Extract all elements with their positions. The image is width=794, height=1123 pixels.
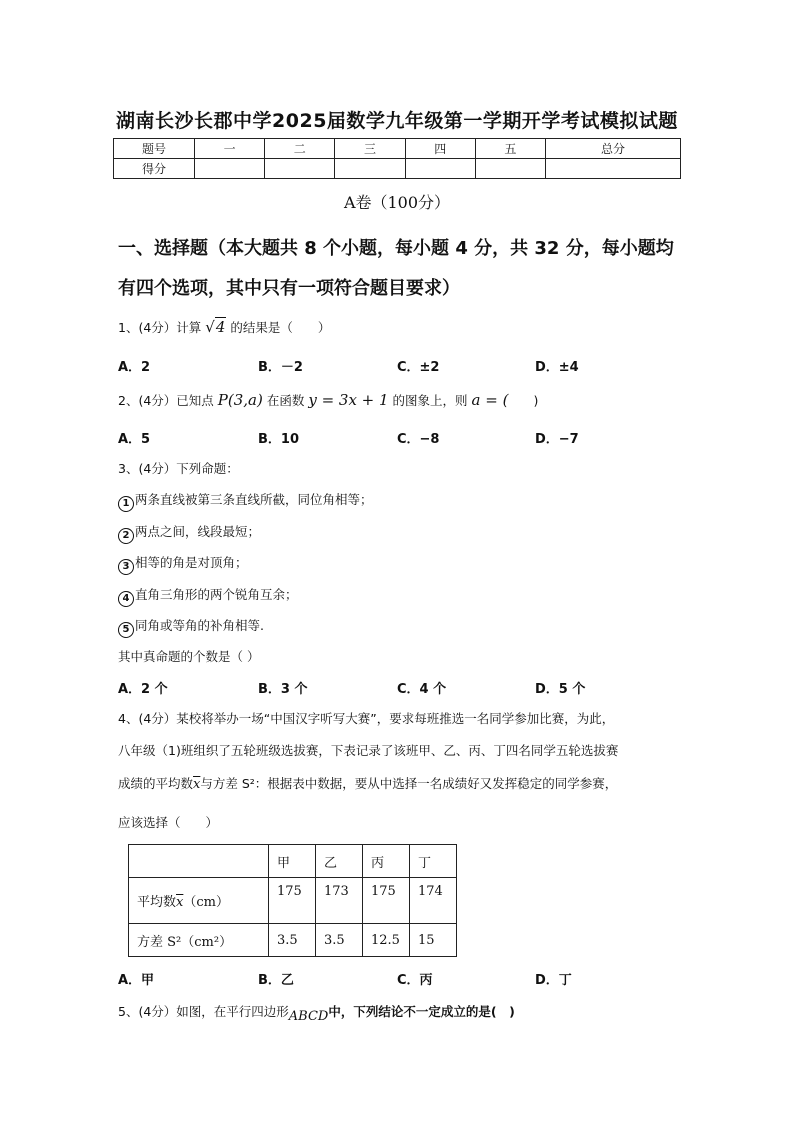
stats-cell [129, 845, 269, 878]
stats-cell: 175 [363, 878, 410, 924]
score-table-header-row [114, 139, 681, 159]
section-heading: A卷（100分） [343, 193, 451, 212]
q1-option-a: A．2 [118, 360, 151, 375]
circled-number: 1 [118, 496, 134, 512]
question-2-mid: 在函数 [266, 393, 305, 408]
score-cell: 题号 [114, 139, 195, 159]
q2-option-b: B．10 [258, 432, 299, 447]
score-cell: 三 [335, 139, 405, 159]
stats-row-label: 方差 S²（cm²） [129, 924, 269, 957]
question-4-line3 [118, 774, 617, 792]
proposition-item [118, 585, 298, 607]
stats-cell: 丙 [363, 845, 410, 878]
q2-option-c: C．−8 [397, 432, 440, 447]
q3-option-a: A．2 个 [118, 682, 168, 697]
exam-title: 湖南长沙长郡中学2025届数学九年级第一学期开学考试模拟试题 [116, 110, 678, 132]
circled-number: 5 [118, 622, 134, 638]
score-cell: 总分 [546, 139, 681, 159]
part-heading-line1: 一、选择题（本大题共 8 个小题，每小题 4 分，共 32 分，每小题均 [118, 238, 674, 259]
stats-cell: 173 [316, 878, 363, 924]
score-blank-cell [195, 159, 265, 179]
circled-number: 4 [118, 591, 134, 607]
q4-option-b: B．乙 [258, 973, 294, 988]
function-expression: y = 3x + 1 [308, 391, 389, 409]
mean-label: 平均数 [137, 895, 177, 910]
score-blank-cell [265, 159, 335, 179]
shape-name: ABCD [288, 1009, 329, 1024]
stats-cell: 175 [269, 878, 316, 924]
stats-cell: 3.5 [316, 924, 363, 957]
score-stats-table [128, 844, 457, 957]
question-2-end: ) [508, 393, 539, 408]
question-3-question: 其中真命题的个数是（ ） [118, 649, 260, 664]
circled-number: 3 [118, 559, 134, 575]
score-blank-cell [546, 159, 681, 179]
stats-cell: 3.5 [269, 924, 316, 957]
question-1 [118, 318, 330, 336]
question-4-line3-b: 与方差 S²：根据表中数据，要从中选择一名成绩好又发挥稳定的同学参赛， [200, 776, 618, 791]
question-2-mid2: 的图象上，则 [392, 393, 468, 408]
mean-unit: （cm） [183, 895, 229, 910]
q1-option-c: C．±2 [397, 360, 440, 375]
proposition-item [118, 490, 373, 512]
proposition-item [118, 553, 248, 575]
score-blank-cell [405, 159, 475, 179]
stats-header-row [129, 845, 457, 878]
stats-cell: 15 [410, 924, 457, 957]
score-cell: 五 [475, 139, 545, 159]
score-cell: 一 [195, 139, 265, 159]
proposition-text: 同角或等角的补角相等. [135, 618, 264, 633]
q4-option-c: C．丙 [397, 973, 433, 988]
point-expression: P(3,a) [217, 391, 263, 409]
stats-cell: 甲 [269, 845, 316, 878]
q3-option-c: C．4 个 [397, 682, 447, 697]
mean-symbol: $\overline{x}$ [193, 777, 201, 792]
score-blank-cell [475, 159, 545, 179]
proposition-item [118, 616, 264, 638]
stats-mean-row [129, 878, 457, 924]
stats-cell: 12.5 [363, 924, 410, 957]
question-4-line4: 应该选择（ ） [118, 815, 219, 830]
proposition-text: 相等的角是对顶角； [135, 555, 248, 570]
stats-cell: 174 [410, 878, 457, 924]
q4-option-a: A．甲 [118, 973, 155, 988]
stats-variance-row [129, 924, 457, 957]
question-4-line1: 4、(4分）某校将举办一场“中国汉字听写大赛”，要求每班推选一名同学参加比赛，为此， [118, 711, 615, 726]
question-5-suffix: 中，下列结论不一定成立的是( ) [328, 1004, 515, 1019]
proposition-text: 两点之间，线段最短； [135, 524, 261, 539]
proposition-text: 两条直线被第三条直线所截，同位角相等； [135, 492, 373, 507]
q3-option-b: B．3 个 [258, 682, 308, 697]
stats-cell: 丁 [410, 845, 457, 878]
part-heading-line2: 有四个选项，其中只有一项符合题目要求） [118, 278, 460, 299]
stats-cell: 乙 [316, 845, 363, 878]
question-5-prefix: 5、(4分）如图，在平行四边形 [118, 1004, 289, 1019]
question-2 [118, 391, 538, 409]
question-2-prefix: 2、(4分）已知点 [118, 393, 214, 408]
variable-expression: a = ( [471, 391, 509, 409]
question-3-stem: 3、(4分）下列命题： [118, 461, 239, 476]
sqrt-expression: √4 [205, 318, 226, 336]
score-blank-cell [335, 159, 405, 179]
sqrt-radicand: 4 [215, 318, 226, 336]
score-table [113, 138, 681, 179]
score-cell: 得分 [114, 159, 195, 179]
proposition-text: 直角三角形的两个锐角互余； [135, 587, 298, 602]
score-cell: 四 [405, 139, 475, 159]
stats-row-label [129, 878, 269, 924]
mean-symbol: $\overline{x}$ [176, 895, 184, 910]
question-1-prefix: 1、(4分）计算 [118, 320, 202, 335]
q1-option-b: B．－2 [258, 360, 303, 375]
question-4-line3-a: 成绩的平均数 [118, 776, 194, 791]
q4-option-d: D．丁 [535, 973, 572, 988]
q1-option-d: D．±4 [535, 360, 579, 375]
question-5 [118, 1002, 515, 1024]
q2-option-a: A．5 [118, 432, 151, 447]
score-cell: 二 [265, 139, 335, 159]
question-1-suffix: 的结果是（ ） [230, 320, 331, 335]
circled-number: 2 [118, 528, 134, 544]
proposition-item [118, 522, 260, 544]
q2-option-d: D．−7 [535, 432, 579, 447]
question-4-line2: 八年级（1)班组织了五轮班级选拔赛，下表记录了该班甲、乙、丙、丁四名同学五轮选拔赛 [118, 743, 619, 758]
score-table-score-row [114, 159, 681, 179]
q3-option-d: D．5 个 [535, 682, 586, 697]
